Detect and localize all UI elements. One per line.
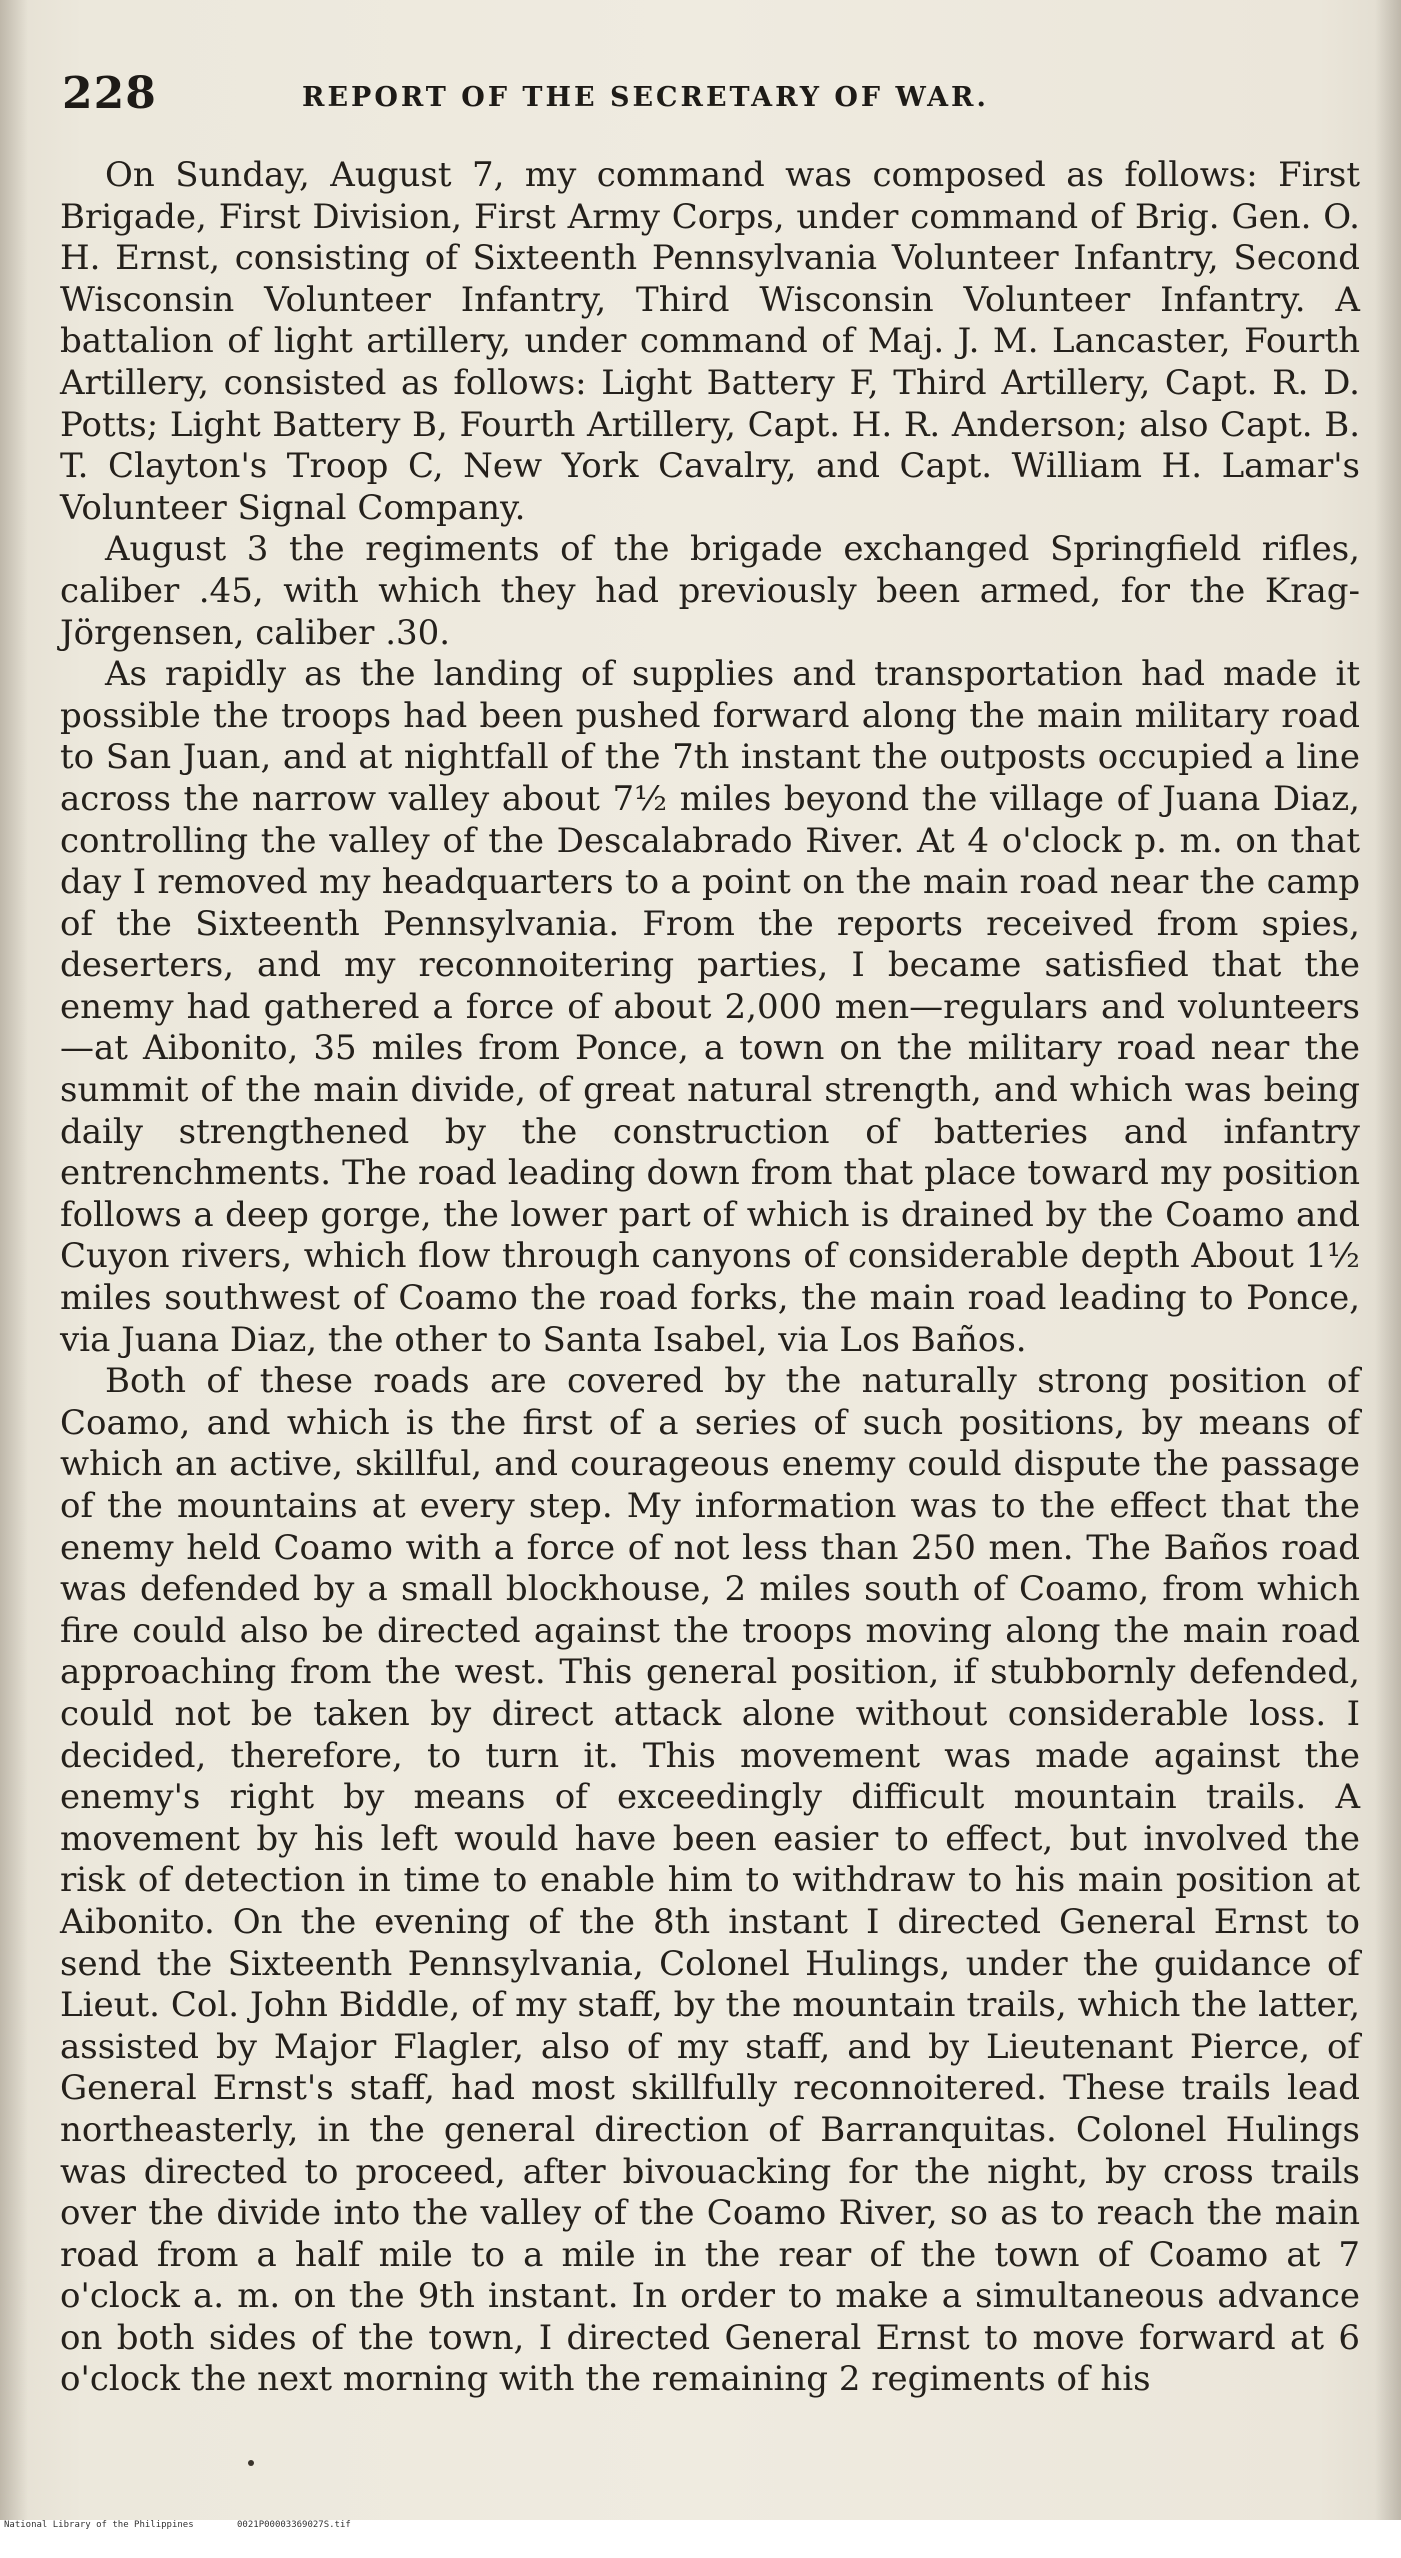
paragraph-command-composition: On Sunday, August 7, my command was composed as follows: First Brigade, First Division, First Army Corps, under command of Brig. Gen. O. H. Ernst, consisting of Sixteenth Pennsylvania Volunteer Infantry, Second Wisconsin Volunteer Infantry, Third Wisconsin Volunteer Infantry. A battalion of light artillery, under command of Maj. J. M. Lancaster, Fourth Artillery, consisted as follows: Light Battery F, Third Artillery, Capt. R. D. Potts; Light Battery B, Fourth Artillery, Capt. H. R. Anderson; also Capt. B. T. Clayton's Troop C, New York Cavalry, and Capt. William H. Lamar's Volunteer Signal Company. <box>60 155 1360 528</box>
page-gutter-shadow <box>0 0 28 2520</box>
page-number: 228 <box>62 68 157 119</box>
page-edge-shadow <box>1375 0 1401 2520</box>
running-head: REPORT OF THE SECRETARY OF WAR. <box>302 82 989 113</box>
footer-file: 0021P00003369027S.tif <box>237 2520 351 2530</box>
paragraph-advance-to-aibonito: As rapidly as the landing of supplies and transportation had made it possible the troops had been pushed forward along the main military road to San Juan, and at nightfall of the 7th instant the outposts occupied a line across the narrow valley about 7½ miles beyond the village of Juana Diaz, controlling the valley of the Descalabrado River. At 4 o'clock p. m. on that day I removed my headquarters to a point on the main road near the camp of the Sixteenth Pennsylvania. From the reports received from spies, deserters, and my reconnoitering parties, I became satisfied that the enemy had gathered a force of about 2,000 men—regulars and volunteers—at Aibonito, 35 miles from Ponce, a town on the military road near the summit of the main divide, of great natural strength, and which was being daily strengthened by the construction of batteries and infantry entrenchments. The road leading down from that place toward my position follows a deep gorge, the lower part of which is drained by the Coamo and Cuyon rivers, which flow through canyons of considerable depth About 1½ miles southwest of Coamo the road forks, the main road leading to Ponce, via Juana Diaz, the other to Santa Isabel, via Los Baños. <box>60 654 1360 1360</box>
body-text <box>60 155 1360 2401</box>
footer-library: National Library of the Philippines <box>4 2520 194 2530</box>
paragraph-coamo-position: Both of these roads are covered by the naturally strong position of Coamo, and which is the first of a series of such positions, by means of which an active, skillful, and courageous enemy could dispute the passage of the mountains at every step. My information was to the effect that the enemy held Coamo with a force of not less than 250 men. The Baños road was defended by a small blockhouse, 2 miles south of Coamo, from which fire could also be directed against the troops moving along the main road approaching from the west. This general position, if stubbornly defended, could not be taken by direct attack alone without considerable loss. I decided, therefore, to turn it. This movement was made against the enemy's right by means of exceedingly difficult mountain trails. A movement by his left would have been easier to effect, but involved the risk of detection in time to enable him to withdraw to his main position at Aibonito. On the evening of the 8th instant I directed General Ernst to send the Sixteenth Pennsylvania, Colonel Hulings, under the guidance of Lieut. Col. John Biddle, of my staff, by the mountain trails, which the latter, assisted by Major Flagler, also of my staff, and by Lieutenant Pierce, of General Ernst's staff, had most skillfully reconnoitered. These trails lead northeasterly, in the general direction of Barranquitas. Colonel Hulings was directed to proceed, after bivouacking for the night, by cross trails over the divide into the valley of the Coamo River, so as to reach the main road from a half mile to a mile in the rear of the town of Coamo at 7 o'clock a. m. on the 9th instant. In order to make a simultaneous advance on both sides of the town, I directed General Ernst to move forward at 6 o'clock the next morning with the remaining 2 regiments of his <box>60 1361 1360 2400</box>
page-header <box>62 68 1342 128</box>
scan-footer <box>0 2520 1401 2558</box>
footer-source-label <box>4 2520 351 2530</box>
scan-speck <box>248 2460 254 2466</box>
paragraph-rifle-exchange: August 3 the regiments of the brigade exchanged Springfield rifles, caliber .45, with which they had previously been armed, for the Krag-Jörgensen, caliber .30. <box>60 529 1360 653</box>
